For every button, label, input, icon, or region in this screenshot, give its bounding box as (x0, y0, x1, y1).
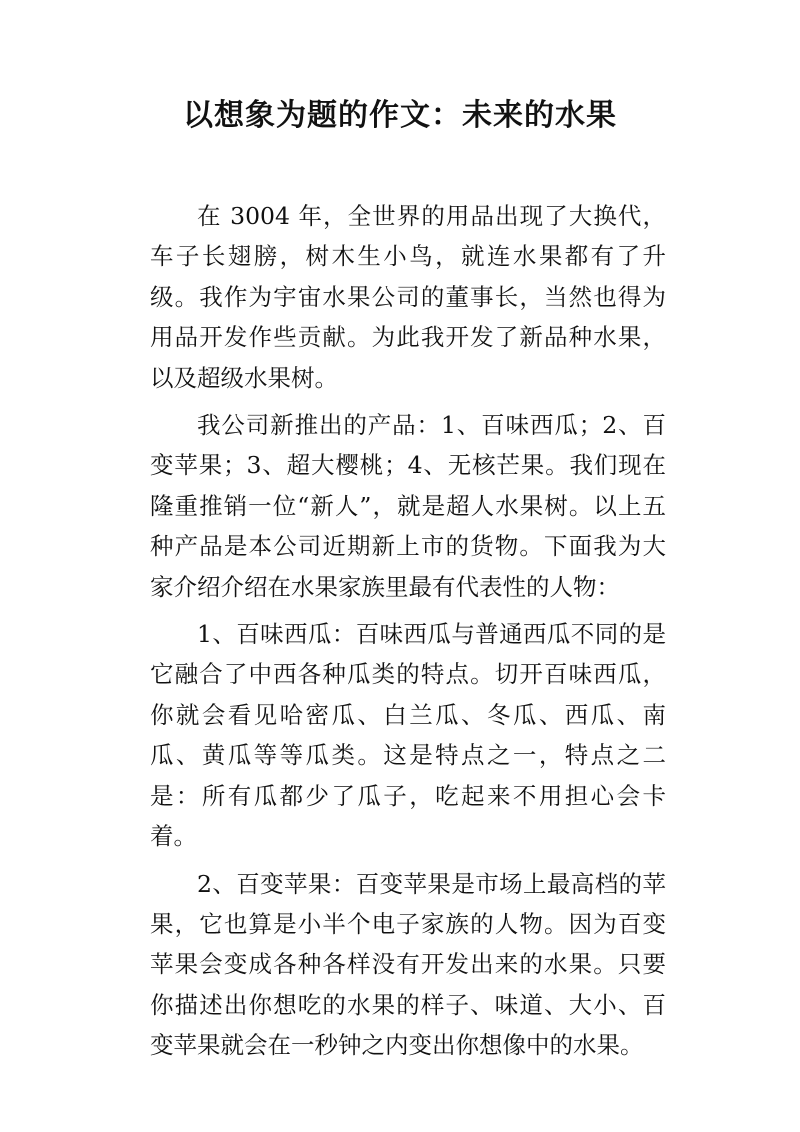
paragraph-products: 我公司新推出的产品：1、百味西瓜；2、百变苹果；3、超大樱桃；4、无核芒果。我们现在隆重推销一位“新人”，就是超人水果树。以上五种产品是本公司近期新上市的货物。下面我为大家介绍介绍在水果家族里最有代表性的人物： (150, 411, 666, 601)
essay-body (150, 196, 666, 1073)
paragraph-apple: 2、百变苹果：百变苹果是市场上最高档的苹果，它也算是小半个电子家族的人物。因为百变苹果会变成各种各样没有开发出来的水果。只要你描述出你想吃的水果的样子、味道、大小、百变苹果就会在一秒钟之内变出你想像中的水果。 (150, 869, 666, 1060)
essay-title: 以想象为题的作文：未来的水果 (183, 98, 617, 133)
paragraph-watermelon: 1、百味西瓜：百味西瓜与普通西瓜不同的是它融合了中西各种瓜类的特点。切开百味西瓜，你就会看见哈密瓜、白兰瓜、冬瓜、西瓜、南瓜、黄瓜等等瓜类。这是特点之一，特点之二是：所有瓜都少了瓜子，吃起来不用担心会卡着。 (150, 620, 666, 851)
paragraph-intro: 在 3004 年，全世界的用品出现了大换代，车子长翅膀，树木生小鸟，就连水果都有了升级。我作为宇宙水果公司的董事长，当然也得为用品开发作些贡献。为此我开发了新品种水果，以及超级水果树。 (150, 202, 666, 392)
